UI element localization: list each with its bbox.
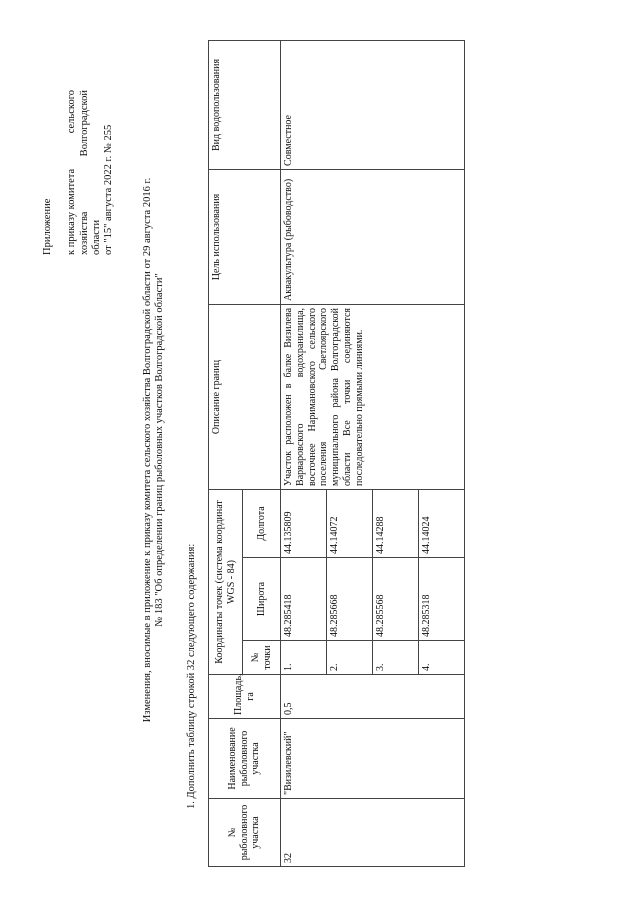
cell-longitude: 44.135809 (281, 489, 327, 557)
annex-line-1 (66, 90, 78, 255)
header-borders: Описание границ (209, 304, 281, 489)
annex-header (42, 90, 115, 255)
cell-borders: Участок расположен в балке Визилева Варваровского водохранилища, восточнее Наримановского сельского поселения Светлоярского муниципального района Волгоградской области Все точки соединяются последовательно прямыми линиями. (281, 304, 465, 489)
cell-latitude: 48.285568 (373, 558, 419, 641)
header-purpose: Цель использования (209, 169, 281, 304)
document-title-line-2: № 183 "Об определении границ рыболовных участков Волгоградской области" (154, 273, 166, 627)
cell-purpose: Аквакультура (рыбоводство) (281, 169, 465, 304)
header-area: Площадь, га (209, 675, 281, 719)
cell-latitude: 48.285318 (419, 558, 465, 641)
cell-latitude: 48.285668 (327, 558, 373, 641)
header-latitude: Широта (243, 558, 281, 641)
annex-line-2-right: Волгоградской (78, 90, 90, 157)
cell-point-no: 1. (281, 641, 327, 675)
header-longitude: Долгота (243, 489, 281, 557)
fishing-plots-table (208, 40, 465, 867)
annex-line-1-left: к приказу комитета (66, 168, 78, 255)
cell-point-no: 4. (419, 641, 465, 675)
annex-line-1-right: сельского (66, 90, 78, 134)
cell-plot-name: "Визилевский" (281, 719, 465, 799)
header-usage: Вид водопользования (209, 40, 281, 169)
cell-area: 0,5 (281, 675, 465, 719)
header-coordinates: Координаты точек (система координат WGS - 84) (209, 489, 243, 674)
cell-usage: Совместное (281, 40, 465, 169)
annex-title: Приложение (42, 198, 53, 255)
cell-plot-number: 32 (281, 799, 465, 867)
intro-text: 1. Дополнить таблицу строкой 32 следующего содержания: (186, 543, 197, 809)
document-title (142, 90, 167, 810)
table-row (281, 40, 327, 866)
header-plot-name: Наименование рыболовного участка (209, 719, 281, 799)
header-point-number: № точки (243, 641, 281, 675)
annex-line-3: области (90, 219, 102, 255)
cell-latitude: 48.285418 (281, 558, 327, 641)
document-title-line-1: Изменения, вносимые в приложение к приказу комитета сельского хозяйства Волгоградской области от 29 августа 2016 г. (142, 177, 153, 723)
annex-line-2-left: хозяйства (78, 211, 90, 255)
annex-line-4: от "15" августа 2022 г. № 255 (103, 124, 115, 255)
cell-point-no: 3. (373, 641, 419, 675)
annex-line-2 (79, 90, 91, 255)
cell-longitude: 44.14288 (373, 489, 419, 557)
cell-longitude: 44.14072 (327, 489, 373, 557)
cell-longitude: 44.14024 (419, 489, 465, 557)
header-plot-number: № рыболовного участка (209, 799, 281, 867)
cell-point-no: 2. (327, 641, 373, 675)
